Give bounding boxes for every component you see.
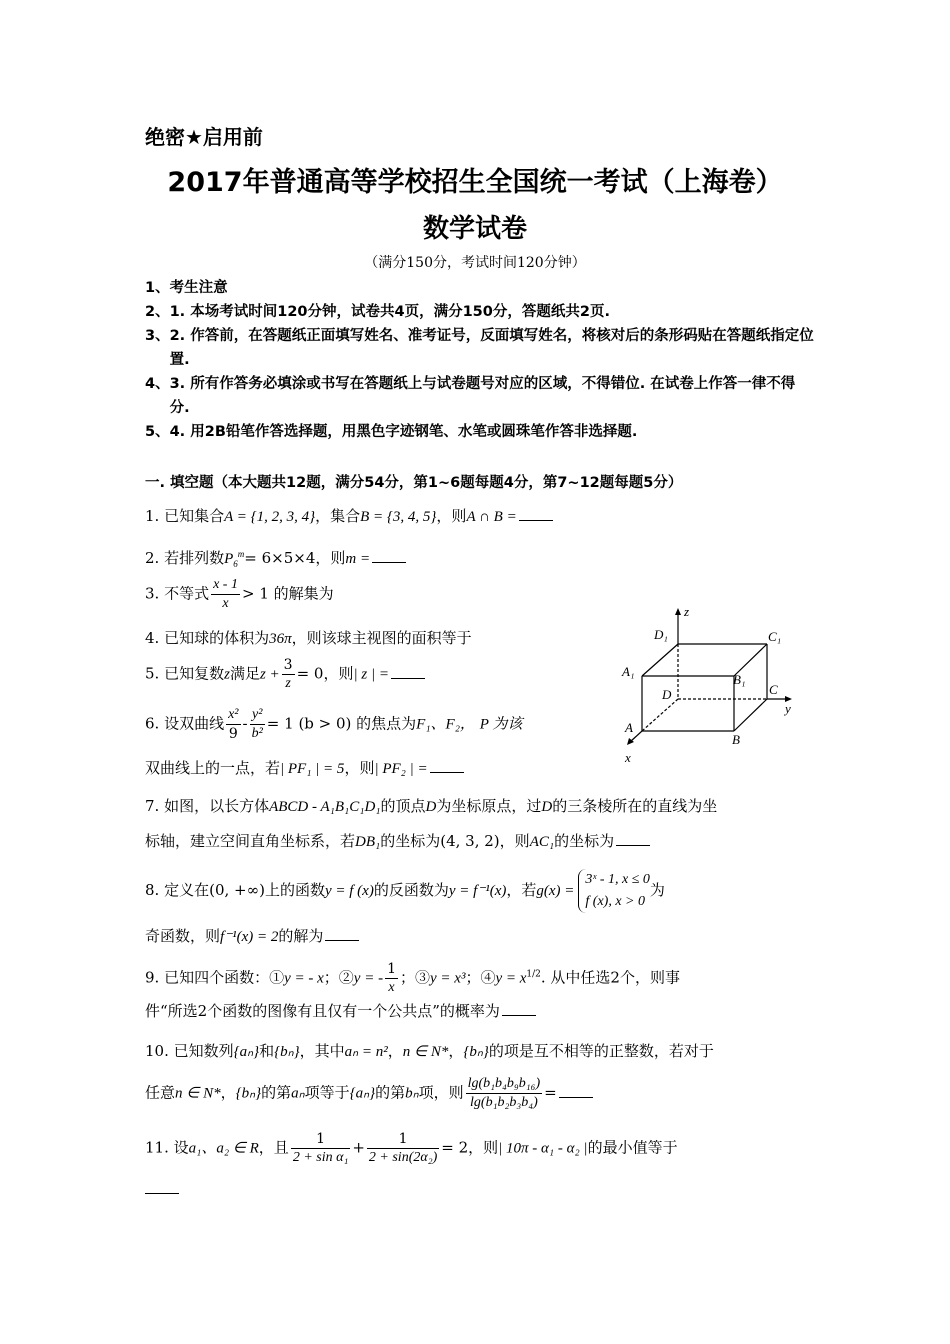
question-6: 6. 设双曲线 $\frac{\text{x²}}{9}$ - $\frac{\text{y²}}{\text{b²}}$ = 1 (b > 0) 的焦点为F₁、F₂， P 为该 — [145, 707, 523, 742]
note-item — [145, 372, 815, 420]
exam-title: 2017年普通高等学校招生全国统一考试（上海卷） — [167, 167, 783, 198]
answer-blank[interactable] — [325, 926, 359, 941]
figure-label: z — [684, 604, 690, 619]
fraction: $\frac{1}{x}$ — [387, 961, 396, 995]
answer-blank[interactable] — [430, 758, 464, 773]
question-6-line-2: 双曲线上的一点，若| PF₁ | = 5，则| PF₂ | = — [145, 757, 815, 780]
note-number: 3、 — [145, 328, 170, 344]
note-text: 2. 作答前，在答题纸正面填写姓名、准考证号，反面填写姓名，将核对后的条形码贴在答题纸指定位置. — [169, 328, 814, 368]
question-8: 8. 定义在(0, +∞)上的函数y = f (x)的反函数为y = f⁻¹(x)，若g(x) = 3ˣ - 1, x ≤ 0 f (x), x > 0 为 — [145, 869, 815, 913]
piecewise-brace: 3ˣ - 1, x ≤ 0 f (x), x > 0 — [578, 869, 650, 913]
answer-blank[interactable] — [502, 1001, 536, 1016]
exam-meta: （满分150分，考试时间120分钟） — [364, 255, 586, 271]
question-4: 4. 已知球的体积为36π，则该球主视图的面积等于 — [145, 629, 472, 647]
figure-label: C — [769, 682, 778, 697]
question-10: 10. 已知数列{aₙ}和{bₙ}，其中aₙ = n²，n ∈ N*，{bₙ}的项是互不相等的正整数，若对于 — [145, 1042, 714, 1060]
note-text: 3. 所有作答务必填涂或书写在答题纸上与试卷题号对应的区域，不得错位. 在试卷上作答一律不得分. — [169, 376, 796, 416]
figure-label: D₁ — [654, 627, 668, 642]
confidential-label: 绝密★启用前 — [145, 125, 263, 149]
fraction: $\frac{1}{\text{2 + sin(2α₂)}}$ — [368, 1131, 438, 1165]
note-text: 1. 本场考试时间120分钟，试卷共4页，满分150分，答题纸共2页. — [169, 304, 610, 320]
exam-subtitle: 数学试卷 — [422, 214, 527, 244]
question-10-line-2: 任意n ∈ N*，{bₙ}的第aₙ项等于{aₙ}的第bₙ项，则 $\frac{\text{lg(b₁b₄b₉b₁₆)}}{\text{lg(b₁b₂b₃b₄)}}$ = — [145, 1075, 815, 1112]
fraction: $\frac{\text{lg(b₁b₄b₉b₁₆)}}{\text{lg(b₁b₂b₃b₄)}}$ — [467, 1076, 541, 1110]
section-heading: 一. 填空题（本大题共12题，满分54分，第1~6题每题4分，第7~12题每题5分） — [145, 475, 683, 491]
note-text: 4. 用2B铅笔作答选择题，用黑色字迹钢笔、水笔或圆珠笔作答非选择题. — [169, 424, 638, 440]
cuboid-figure — [612, 604, 812, 769]
answer-blank[interactable] — [391, 664, 425, 679]
note-text: 考生注意 — [169, 280, 228, 296]
note-item — [145, 300, 815, 324]
note-number: 2、 — [145, 304, 170, 320]
question-2: 2. 若排列数$P_6^m= 6\times 5\times 4$，则m = — [145, 543, 815, 575]
answer-blank[interactable] — [145, 1179, 179, 1194]
answer-blank[interactable] — [372, 548, 406, 563]
figure-label: B — [732, 732, 740, 747]
note-number: 1、 — [145, 280, 170, 296]
figure-label: A₁ — [622, 664, 635, 679]
question-3: 3. 不等式 $\frac{x - 1}{x}$ > 1 的解集为 — [145, 577, 334, 611]
question-1: 1. 已知集合A = {1, 2, 3, 4}，集合B = {3, 4, 5}，则A ∩ B = — [145, 505, 815, 528]
fraction: $\frac{\text{y²}}{\text{b²}}$ — [251, 707, 263, 741]
note-number: 4、 — [145, 376, 170, 392]
note-item — [145, 420, 815, 444]
question-11-line-2 — [145, 1178, 815, 1200]
question-9-line-2: 件“所选2个函数的图像有且仅有一个公共点”的概率为 — [145, 1000, 815, 1022]
figure-label: C₁ — [768, 629, 782, 644]
question-11: 11. 设a₁、a₂ ∈ R，且 $\frac{1}{\text{2 + sin α₁}}$ + $\frac{1}{\text{2 + sin(2α₂)}}$ = 2，则| 10π - α₁ - α₂ |的最小值等于 — [145, 1131, 678, 1165]
fraction: $\frac{x - 1}{x}$ — [213, 577, 238, 611]
fraction: $\frac{1}{\text{2 + sin α₁}}$ — [292, 1131, 349, 1165]
answer-blank[interactable] — [559, 1083, 593, 1098]
notes-list — [145, 276, 815, 444]
figure-label: D — [662, 687, 672, 702]
note-item — [145, 324, 815, 372]
figure-label: y — [785, 701, 791, 716]
question-9: 9. 已知四个函数：①y = - x；②y = - $\frac{1}{x}$ ；③y = x³；④y = $x^{1/2}$. 从中任选2个，则事 — [145, 961, 680, 995]
figure-label: B₁ — [733, 672, 746, 687]
figure-label: x — [625, 750, 631, 765]
answer-blank[interactable] — [616, 831, 650, 846]
note-number: 5、 — [145, 424, 170, 440]
fraction: $\frac{\text{x²}}{9}$ — [228, 707, 239, 742]
question-7: 7. 如图，以长方体ABCD - A₁B₁C₁D₁的顶点D为坐标原点，过D的三条棱所在的直线为坐 — [145, 797, 718, 815]
question-8-line-2: 奇函数，则f⁻¹(x) = 2的解为 — [145, 925, 815, 948]
figure-label: A — [625, 720, 633, 735]
answer-blank[interactable] — [519, 506, 553, 521]
note-item — [145, 276, 815, 300]
fraction: $\frac{3}{z}$ — [283, 657, 293, 691]
question-5: 5. 已知复数z满足z + $\frac{3}{z}$ = 0，则| z | = — [145, 656, 815, 693]
question-7-line-2: 标轴，建立空间直角坐标系，若DB₁的坐标为(4, 3, 2)，则AC₁的坐标为 — [145, 830, 815, 853]
